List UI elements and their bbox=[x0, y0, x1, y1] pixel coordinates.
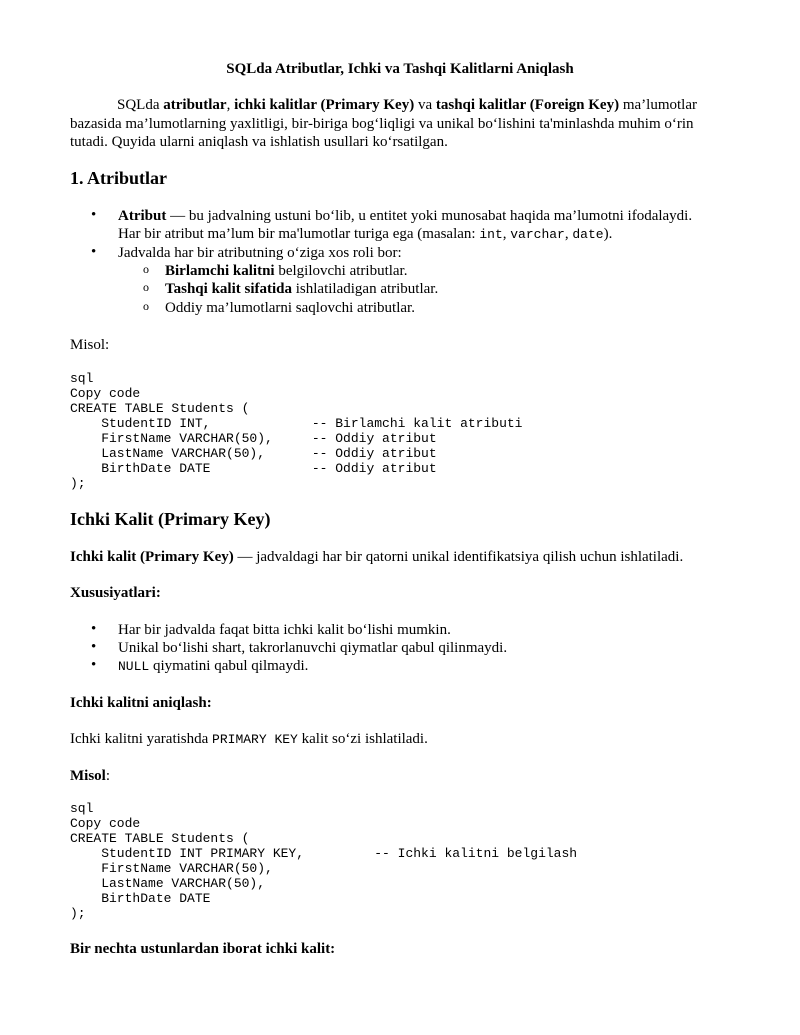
feature-text: qiymatini qabul qilmaydi. bbox=[149, 658, 309, 674]
feature-one-per-table: Har bir jadvalda faqat bitta ichki kalit bo‘lishi mumkin. bbox=[118, 622, 451, 638]
definition-text: — jadvaldagi har bir qatorni unikal identifikatsiya qilish uchun ishlatiladi. bbox=[233, 549, 684, 565]
intro-bold-attributes: atributlar bbox=[163, 97, 227, 113]
inline-code-primary-key: PRIMARY KEY bbox=[212, 732, 298, 747]
section-heading-attributes: 1. Atributlar bbox=[70, 168, 167, 188]
bullet-marker: • bbox=[91, 657, 97, 673]
sub-bullet-marker: o bbox=[143, 299, 149, 313]
code-block-primary-key-example: sql Copy code CREATE TABLE Students ( StudentID INT PRIMARY KEY, -- Ichki kalitni belgilash FirstName VARCHAR(50), LastName VARCHAR(50), BirthDate DATE ); bbox=[70, 801, 578, 921]
bold-term: Atribut bbox=[118, 208, 167, 224]
bold-term: Misol bbox=[70, 768, 106, 784]
bullet-text: — bu jadvalning ustuni bo‘lib, u entitet yoki munosabat haqida ma’lumotni ifodalaydi. bbox=[166, 208, 693, 224]
separator: , bbox=[564, 226, 573, 242]
bullet-marker: • bbox=[91, 244, 97, 260]
intro-text: , bbox=[226, 97, 235, 113]
inline-code-null: NULL bbox=[118, 659, 150, 674]
intro-paragraph-line3: tutadi. Quyida ularni aniqlash va ishlatish usullari ko‘rsatilgan. bbox=[70, 134, 448, 150]
bullet-text: ). bbox=[603, 226, 613, 242]
feature-unique: Unikal bo‘lishi shart, takrorlanuvchi qiymatlar qabul qilinmaydi. bbox=[118, 640, 508, 656]
bold-term: Birlamchi kalitni bbox=[165, 263, 275, 279]
sub-bullet-marker: o bbox=[143, 262, 149, 276]
bullet-attribute-types bbox=[118, 225, 612, 244]
inline-code-date: date bbox=[572, 227, 604, 242]
define-text: Ichki kalitni yaratishda bbox=[70, 731, 213, 747]
inline-code-varchar: varchar bbox=[510, 227, 565, 242]
intro-paragraph-line1 bbox=[117, 96, 697, 114]
example-label-bold bbox=[70, 767, 110, 785]
separator: , bbox=[502, 226, 511, 242]
intro-text: ma’lumotlar bbox=[619, 97, 697, 113]
bullet-attribute-definition bbox=[118, 207, 692, 225]
inline-code-int: int bbox=[479, 227, 503, 242]
bullet-marker: • bbox=[91, 207, 97, 223]
feature-not-null bbox=[118, 657, 308, 676]
primary-key-definition bbox=[70, 548, 683, 566]
colon: : bbox=[105, 768, 111, 784]
define-text: kalit so‘zi ishlatiladi. bbox=[297, 731, 428, 747]
bullet-text: Har bir atribut ma’lum bir ma'lumotlar turiga ega (masalan: bbox=[118, 226, 480, 242]
code-block-attributes-example: sql Copy code CREATE TABLE Students ( StudentID INT, -- Birlamchi kalit atributi FirstName VARCHAR(50), -- Oddiy atribut LastName VARCHAR(50), -- Oddiy atribut BirthDate DATE -- Oddiy atribut ); bbox=[70, 371, 523, 491]
sub-bullet-primary-key-attrs bbox=[165, 262, 407, 280]
sub-bullet-text: belgilovchi atributlar. bbox=[274, 263, 408, 279]
define-primary-key-text bbox=[70, 730, 428, 749]
bullet-attribute-roles: Jadvalda har bir atributning o‘ziga xos roli bor: bbox=[118, 245, 402, 261]
sub-bullet-marker: o bbox=[143, 280, 149, 294]
sub-bullet-regular-attrs: Oddiy ma’lumotlarni saqlovchi atributlar. bbox=[165, 300, 415, 316]
document-title: SQLda Atributlar, Ichki va Tashqi Kalitlarni Aniqlash bbox=[226, 61, 574, 77]
intro-bold-foreign-key: tashqi kalitlar (Foreign Key) bbox=[435, 97, 620, 113]
define-primary-key-heading: Ichki kalitni aniqlash: bbox=[70, 695, 212, 711]
intro-bold-primary-key: ichki kalitlar (Primary Key) bbox=[234, 97, 415, 113]
section-heading-primary-key: Ichki Kalit (Primary Key) bbox=[70, 509, 271, 529]
bold-term: Ichki kalit (Primary Key) bbox=[70, 549, 234, 565]
intro-paragraph-line2: bazasida ma’lumotlarning yaxlitligi, bir-biriga bog‘liqligi va unikal bo‘lishini ta'minlashda muhim o‘rin bbox=[70, 116, 694, 132]
example-label: Misol: bbox=[70, 337, 110, 353]
features-heading: Xususiyatlari: bbox=[70, 585, 161, 601]
bold-term: Tashqi kalit sifatida bbox=[165, 281, 292, 297]
sub-bullet-text: ishlatiladigan atributlar. bbox=[292, 281, 439, 297]
sub-bullet-foreign-key-attrs bbox=[165, 280, 438, 298]
bullet-marker: • bbox=[91, 621, 97, 637]
intro-text: SQLda bbox=[117, 97, 164, 113]
intro-text: va bbox=[414, 97, 436, 113]
composite-key-heading: Bir nechta ustunlardan iborat ichki kalit: bbox=[70, 941, 336, 957]
bullet-marker: • bbox=[91, 639, 97, 655]
